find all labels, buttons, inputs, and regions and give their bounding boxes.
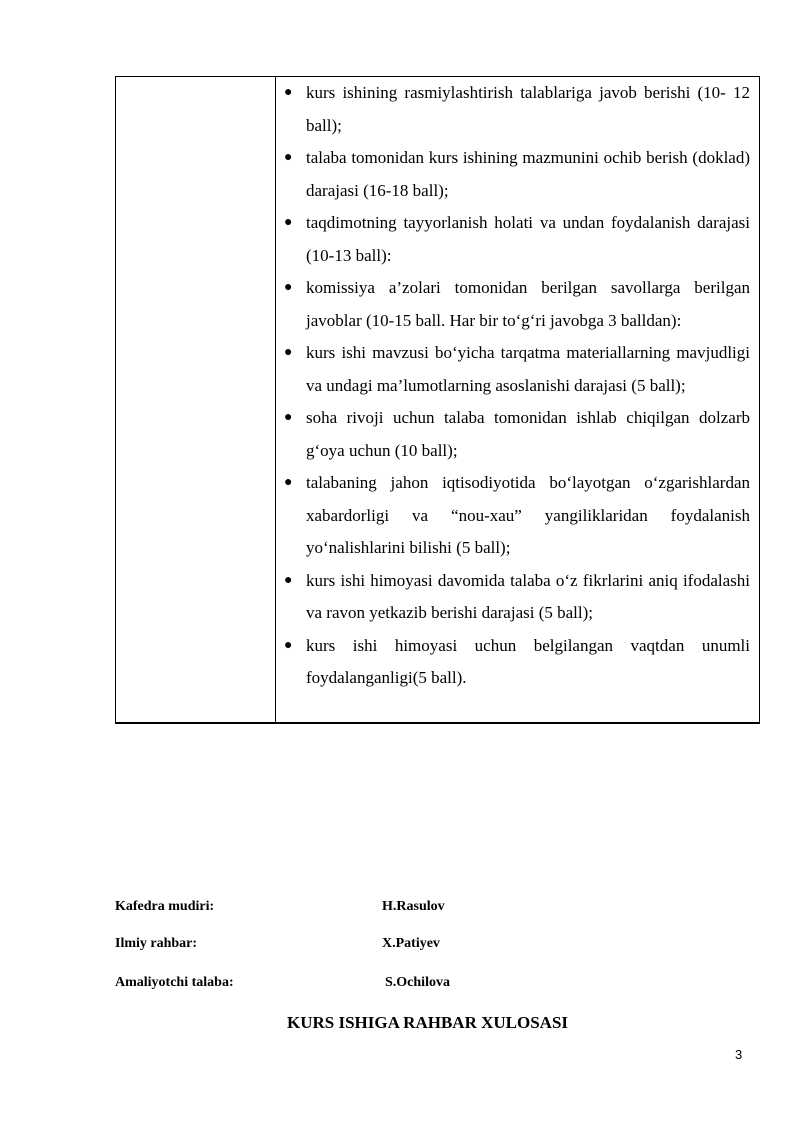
page-number: 3 xyxy=(735,1047,743,1062)
bullet-icon: ● xyxy=(284,637,293,653)
section-heading: KURS ISHIGA RAHBAR XULOSASI xyxy=(286,1013,569,1032)
bullet-icon: ● xyxy=(284,572,293,588)
signature-name: S.Ochilova xyxy=(385,975,450,990)
bullet-icon: ● xyxy=(284,345,293,360)
criteria-item xyxy=(276,402,759,467)
criteria-item xyxy=(276,207,759,272)
criteria-text: kurs ishi himoyasi uchun belgilangan vaqtdan unumli foydalanganligi(5 ball). xyxy=(306,635,750,687)
table-left-cell xyxy=(116,77,276,722)
criteria-text: soha rivoji uchun talaba tomonidan ishlab chiqilgan dolzarb g‘oya uchun (10 ball); xyxy=(306,408,750,460)
criteria-text: talaba tomonidan kurs ishining mazmunini ochib berish (doklad) darajasi (16-18 ball); xyxy=(306,148,750,200)
bullet-icon: ● xyxy=(284,280,293,295)
criteria-text: talabaning jahon iqtisodiyotida bo‘layotgan o‘zgarishlardan xabardorligi va “nou-xau” yangiliklaridan foydalanish yo‘nalishlarini bilishi (5 ball); xyxy=(306,473,750,557)
criteria-table xyxy=(115,76,760,724)
criteria-item xyxy=(276,272,759,337)
bullet-icon: ● xyxy=(284,85,293,100)
bullet-icon: ● xyxy=(284,215,293,230)
signature-role: Ilmiy rahbar: xyxy=(115,936,198,951)
criteria-text: komissiya a’zolari tomonidan berilgan savollarga berilgan javoblar (10-15 ball. Har bir to‘g‘ri javobga 3 balldan): xyxy=(306,278,750,330)
criteria-text: kurs ishining rasmiylashtirish talablariga javob berishi (10- 12 ball); xyxy=(306,83,750,135)
signature-role: Kafedra mudiri: xyxy=(115,899,215,914)
signature-name: H.Rasulov xyxy=(382,899,445,914)
criteria-item xyxy=(276,467,759,565)
criteria-list xyxy=(276,77,759,695)
criteria-item xyxy=(276,77,759,142)
criteria-text: taqdimotning tayyorlanish holati va undan foydalanish darajasi (10-13 ball): xyxy=(306,213,750,265)
bullet-icon: ● xyxy=(284,150,293,165)
criteria-text: kurs ishi himoyasi davomida talaba o‘z fikrlarini aniq ifodalashi va ravon yetkazib berishi darajasi (5 ball); xyxy=(306,570,750,622)
criteria-item xyxy=(276,630,759,695)
criteria-text: kurs ishi mavzusi bo‘yicha tarqatma materiallarning mavjudligi va undagi ma’lumotlarning asoslanishi darajasi (5 ball); xyxy=(306,343,750,395)
criteria-item xyxy=(276,337,759,402)
signature-name: X.Patiyev xyxy=(382,936,440,951)
signature-role: Amaliyotchi talaba: xyxy=(115,975,234,990)
bullet-icon: ● xyxy=(284,410,293,425)
criteria-item xyxy=(276,142,759,207)
bullet-icon: ● xyxy=(284,475,293,490)
criteria-item xyxy=(276,565,759,630)
